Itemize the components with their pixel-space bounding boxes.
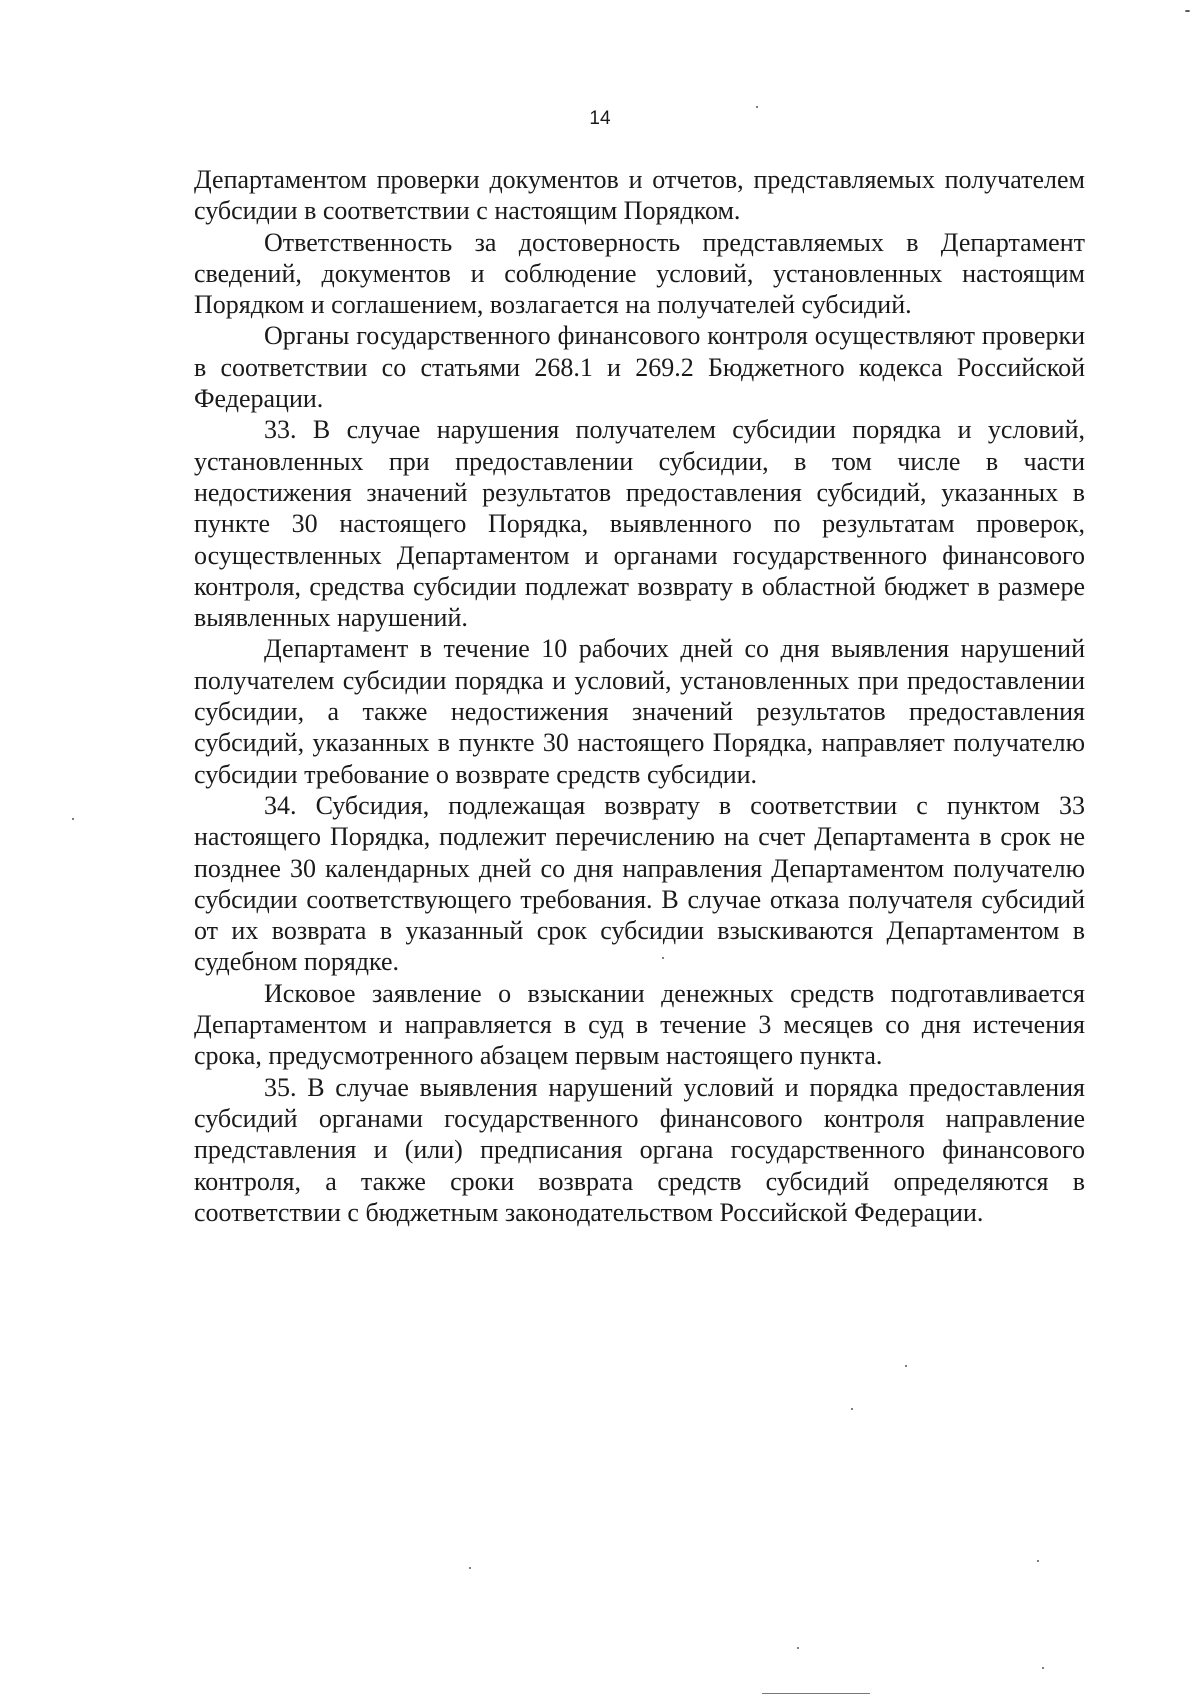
paragraph-department-notice: Департамент в течение 10 рабочих дней со дня выявления нарушений получателем субсидии порядка и условий, установленных при предоставлении субсидии, а также недостижения значений результатов предоставления субсидий, указанных в пункте 30 настоящего Порядка, направляет получателю субсидии требование о возврате средств субсидии. <box>194 634 1085 789</box>
scan-speck <box>1037 1560 1039 1562</box>
paragraph-claim: Исковое заявление о взыскании денежных средств подготавливается Департаментом и направляется в суд в течение 3 месяцев со дня истечения срока, предусмотренного абзацем первым настоящего пункта. <box>194 978 1085 1071</box>
page-number: 14 <box>589 108 611 129</box>
scan-speck <box>469 1567 471 1569</box>
paragraph-responsibility: Ответственность за достоверность представляемых в Департамент сведений, документов и соблюдение условий, установленных настоящим Порядком и соглашением, возлагается на получателей субсидий. <box>194 227 1085 320</box>
scan-speck <box>662 957 664 959</box>
bottom-rule <box>762 1693 870 1694</box>
scan-speck <box>756 106 758 108</box>
paragraph-33: 33. В случае нарушения получателем субсидии порядка и условий, установленных при предоставлении субсидии, в том числе в части недостижения значений результатов предоставления субсидий, указанных в пункте 30 настоящего Порядка, выявленного по результатам проверок, осуществленных Департаментом и органами государственного финансового контроля, средства субсидии подлежат возврату в областной бюджет в размере выявленных нарушений. <box>194 415 1085 633</box>
scan-speck <box>905 1365 907 1367</box>
paragraph-35: 35. В случае выявления нарушений условий и порядка предоставления субсидий органами государственного финансового контроля направление представления и (или) предписания органа государственного финансового контроля, а также сроки возврата средств субсидий определяются в соответствии с бюджетным законодательством Российской Федерации. <box>194 1072 1085 1227</box>
paragraph-continuation: Департаментом проверки документов и отчетов, представляемых получателем субсидии в соответствии с настоящим Порядком. <box>194 165 1085 226</box>
scan-speck <box>1185 10 1190 12</box>
scan-speck <box>1042 1667 1044 1669</box>
paragraph-financial-control: Органы государственного финансового контроля осуществляют проверки в соответствии со статьями 268.1 и 269.2 Бюджетного кодекса Российской Федерации. <box>194 321 1085 414</box>
scan-speck <box>72 818 74 820</box>
scan-speck <box>851 1408 853 1410</box>
paragraph-34: 34. Субсидия, подлежащая возврату в соответствии с пунктом 33 настоящего Порядка, подлежит перечислению на счет Департамента в срок не позднее 30 календарных дней со дня направления Департаментом получателю субсидии соответствующего требования. В случае отказа получателя субсидий от их возврата в указанный срок субсидии взыскиваются Департаментом в судебном порядке. <box>194 790 1085 977</box>
scan-speck <box>797 1647 799 1649</box>
body-text <box>194 164 1085 1228</box>
